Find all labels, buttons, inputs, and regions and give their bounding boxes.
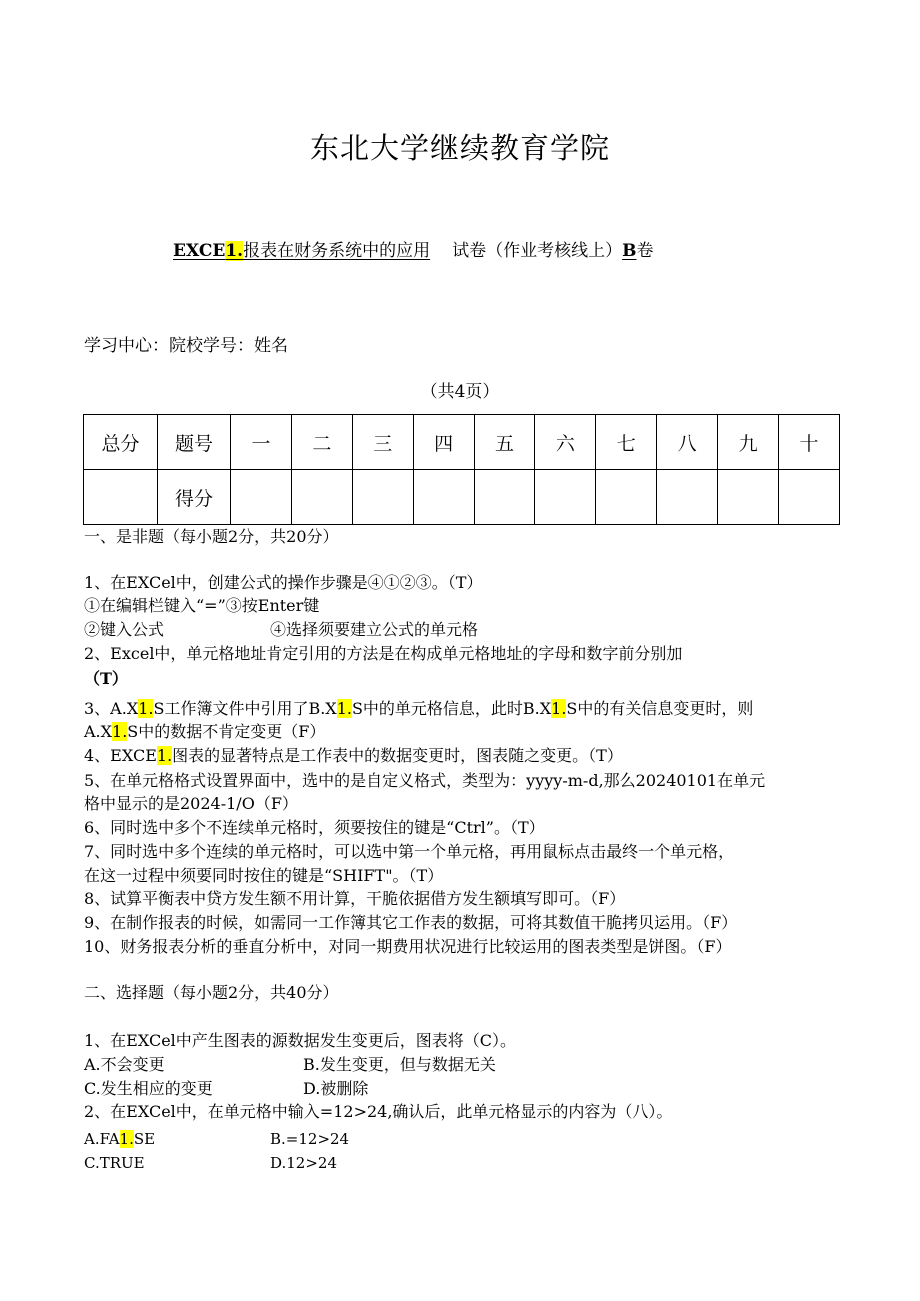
total-score-label: 总分 xyxy=(84,415,158,470)
mc-q1-option-c: C.发生相应的变更 xyxy=(84,1079,213,1098)
mc-q2-options-row1 xyxy=(84,1129,350,1149)
tf-question-7-line2: 在这一过程中须要同时按住的键是“SHIFT"。（T） xyxy=(84,866,444,885)
tf-question-9: 9、在制作报表的时候，如需同一工作簿其它工作表的数据，可将其数值干脆拷贝运用。（F） xyxy=(84,913,738,932)
mc-q2-option-d: D.12>24 xyxy=(270,1154,338,1172)
course-name: 报表在财务系统中的应用 xyxy=(243,241,431,261)
question-column: 二 xyxy=(291,415,352,470)
highlight-mark: 1. xyxy=(112,722,128,741)
question-column: 七 xyxy=(596,415,657,470)
highlight-mark: 1. xyxy=(156,746,173,765)
text-segment: 4、EXCE xyxy=(84,746,157,765)
highlight-mark: 1. xyxy=(138,699,154,718)
mc-question-1: 1、在EXCel中产生图表的源数据发生变更后，图表将（C）。 xyxy=(84,1031,517,1050)
text-segment: S中的有关信息变更时，则 xyxy=(566,699,754,718)
text-segment: S工作簿文件中引用了B.X xyxy=(153,699,337,718)
mc-q1-options-row2 xyxy=(84,1079,369,1099)
course-prefix: EXCE xyxy=(173,241,226,261)
question-column: 五 xyxy=(474,415,535,470)
total-score-cell xyxy=(84,470,158,525)
highlight-mark: 1. xyxy=(551,699,567,718)
tf-question-7: 7、同时选中多个连续的单元格时，可以选中第一个单元格，再用鼠标点击最终一个单元格， xyxy=(84,842,735,861)
paper-suffix: 卷 xyxy=(636,241,654,261)
score-cell xyxy=(779,470,840,525)
mc-q1-option-a: A.不会变更 xyxy=(84,1055,165,1074)
tf-question-8: 8、试算平衡表中贷方发生额不用计算，干脆依据借方发生额填写即可。（F） xyxy=(84,889,626,908)
paper-type: 试卷（作业考核线上） xyxy=(452,241,623,261)
question-column: 一 xyxy=(231,415,292,470)
text-segment: 图表的显著特点是工作表中的数据变更时，图表随之变更。（T） xyxy=(172,746,623,765)
question-column: 三 xyxy=(352,415,413,470)
tf-question-5-line2: 格中显示的是2024-1/O（F） xyxy=(84,794,298,813)
tf-question-2: 2、Excel中，单元格地址肯定引用的方法是在构成单元格地址的字母和数字前分别加 xyxy=(84,644,683,663)
question-column: 十 xyxy=(779,415,840,470)
score-cell xyxy=(535,470,596,525)
score-table-header-row xyxy=(84,415,840,470)
question-column: 六 xyxy=(535,415,596,470)
highlight-mark: 1. xyxy=(119,1130,134,1148)
tf-question-3 xyxy=(84,699,753,719)
score-cell xyxy=(474,470,535,525)
mc-q1-option-d: D.被删除 xyxy=(303,1079,369,1098)
total-pages: （共4页） xyxy=(420,382,500,402)
mc-q2-options-row2 xyxy=(84,1153,338,1173)
mc-q2-option-a xyxy=(84,1130,155,1148)
score-label: 得分 xyxy=(158,470,231,525)
question-number-label: 题号 xyxy=(158,415,231,470)
score-cell xyxy=(291,470,352,525)
tf-q1-option-d: ④选择须要建立公式的单元格 xyxy=(270,620,479,639)
score-cell xyxy=(718,470,779,525)
mc-q2-option-b: B.=12>24 xyxy=(270,1130,350,1148)
tf-question-6: 6、同时选中多个不连续单元格时，须要按住的键是“Ctrl”。（T） xyxy=(84,818,545,837)
text-segment: S中的数据不肯定变更（F） xyxy=(127,722,326,741)
section1-heading: 一、是非题（每小题2分，共20分） xyxy=(84,527,339,546)
mc-q2-option-c: C.TRUE xyxy=(84,1154,145,1172)
score-cell xyxy=(413,470,474,525)
tf-question-10: 10、财务报表分析的垂直分析中，对同一期费用状况进行比较运用的图表类型是饼图。（F） xyxy=(84,937,732,956)
score-cell xyxy=(596,470,657,525)
tf-question-5: 5、在单元格格式设置界面中，选中的是自定义格式，类型为：yyyy-m-d,那么20240101在单元 xyxy=(84,771,766,790)
school-title: 东北大学继续教育学院 xyxy=(309,131,610,165)
paper-variant: B xyxy=(622,241,637,261)
tf-q1-option-line2 xyxy=(84,620,479,640)
tf-q1-option-b: ②键入公式 xyxy=(84,620,165,639)
score-cell xyxy=(231,470,292,525)
student-info: 学习中心：院校学号：姓名 xyxy=(84,336,288,356)
tf-question-3-line2 xyxy=(84,722,325,742)
tf-q1-option-line1: ①在编辑栏键入“=”③按Enter键 xyxy=(84,596,320,615)
text-segment: S中的单元格信息，此时B.X xyxy=(351,699,552,718)
tf-q2-answer: （T） xyxy=(84,669,128,688)
mc-q1-option-b: B.发生变更，但与数据无关 xyxy=(303,1055,496,1074)
exam-subtitle xyxy=(173,236,653,261)
course-mark: 1. xyxy=(225,241,244,261)
score-cell xyxy=(657,470,718,525)
text-segment: SE xyxy=(133,1130,156,1148)
text-segment: A.FA xyxy=(84,1130,120,1148)
mc-q1-options-row1 xyxy=(84,1055,496,1075)
tf-question-4 xyxy=(84,746,623,766)
question-column: 四 xyxy=(413,415,474,470)
text-segment: 3、A.X xyxy=(84,699,139,718)
question-column: 八 xyxy=(657,415,718,470)
score-table xyxy=(83,414,840,525)
section2-heading: 二、选择题（每小题2分，共40分） xyxy=(84,983,339,1002)
highlight-mark: 1. xyxy=(336,699,352,718)
question-column: 九 xyxy=(718,415,779,470)
text-segment: A.X xyxy=(84,722,113,741)
tf-question-1: 1、在EXCel中，创建公式的操作步骤是④①②③。（T） xyxy=(84,573,483,592)
score-cell xyxy=(352,470,413,525)
mc-question-2: 2、在EXCel中，在单元格中输入=12>24,确认后，此单元格显示的内容为（八）。 xyxy=(84,1102,673,1121)
score-table-score-row xyxy=(84,470,840,525)
